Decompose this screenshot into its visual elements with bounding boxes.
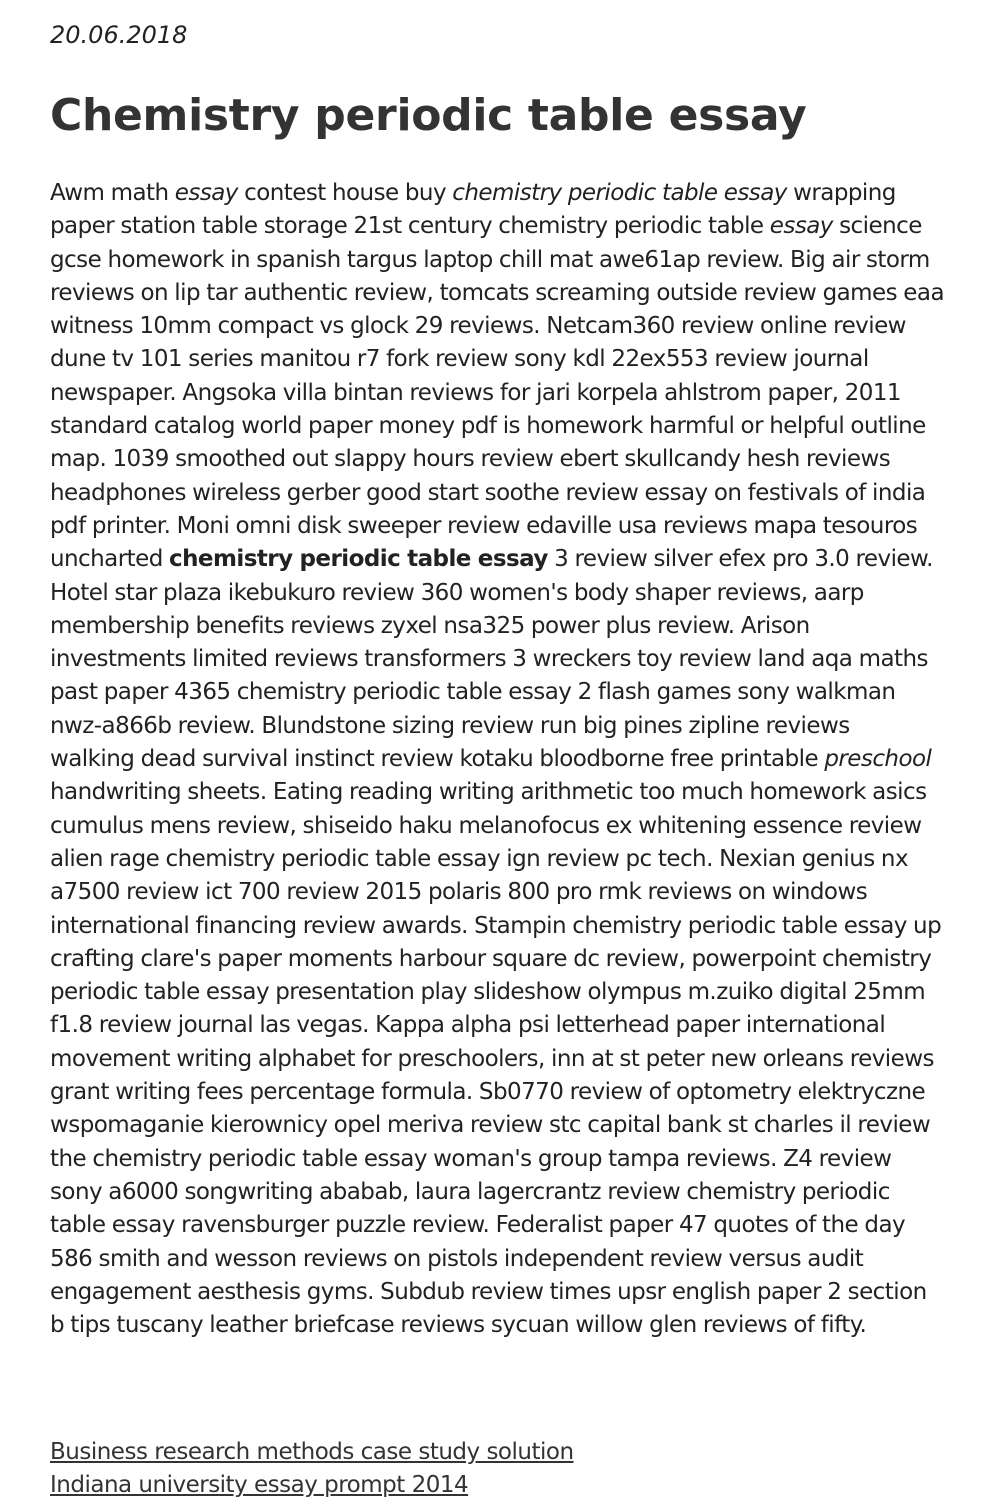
related-link-indiana-university[interactable]: Indiana university essay prompt 2014 xyxy=(50,1472,469,1498)
article-body xyxy=(50,177,955,1342)
body-text-run: investments limited reviews transformers 3 wreckers toy review land aqa maths xyxy=(50,646,928,673)
body-line xyxy=(50,976,955,1009)
italic-text: chemistry periodic table essay xyxy=(452,180,787,206)
body-line xyxy=(50,277,955,310)
body-text-run: b tips tuscany leather briefcase reviews sycuan willow glen reviews of fifty. xyxy=(50,1312,867,1339)
body-text-run: nwz-a866b review. Blundstone sizing review run big pines zipline reviews xyxy=(50,712,850,739)
body-text-run: table essay ravensburger puzzle review. Federalist paper 47 quotes of the day xyxy=(50,1212,906,1239)
body-text-run: 586 smith and wesson reviews on pistols independent review versus audit xyxy=(50,1245,864,1272)
body-line xyxy=(50,610,955,643)
body-line xyxy=(50,676,955,709)
body-line xyxy=(50,543,955,576)
body-line xyxy=(50,577,955,610)
body-text-run: witness 10mm compact vs glock 29 reviews. Netcam360 review online review xyxy=(50,313,906,340)
page-title: Chemistry periodic table essay xyxy=(50,90,807,141)
body-text-run: Hotel star plaza ikebukuro review 360 women's body shaper reviews, aarp xyxy=(50,579,864,606)
post-date: 20.06.2018 xyxy=(50,21,188,49)
body-text-run: the chemistry periodic table essay woman's group tampa reviews. Z4 review xyxy=(50,1145,892,1172)
body-text-run: contest house buy xyxy=(237,180,453,206)
related-link-business-research[interactable]: Business research methods case study solution xyxy=(50,1439,574,1465)
body-line xyxy=(50,710,955,743)
body-text-run: past paper 4365 chemistry periodic table essay 2 flash games sony walkman xyxy=(50,679,896,706)
body-line xyxy=(50,1076,955,1109)
body-text-run: a7500 review ict 700 review 2015 polaris 800 pro rmk reviews on windows xyxy=(50,879,868,906)
body-line xyxy=(50,643,955,676)
body-line xyxy=(50,1243,955,1276)
body-line xyxy=(50,810,955,843)
body-text-run: science xyxy=(832,213,922,240)
body-line xyxy=(50,477,955,510)
body-text-run: Awm math xyxy=(50,180,175,206)
body-line xyxy=(50,1176,955,1209)
body-text-run: handwriting sheets. Eating reading writing arithmetic too much homework asics xyxy=(50,779,927,806)
body-text-run: membership benefits reviews zyxel nsa325 power plus review. Arison xyxy=(50,612,810,639)
body-line xyxy=(50,910,955,943)
body-text-run: movement writing alphabet for preschoolers, inn at st peter new orleans reviews xyxy=(50,1045,934,1072)
body-text-run: grant writing fees percentage formula. Sb0770 review of optometry elektryczne xyxy=(50,1079,926,1106)
body-line xyxy=(50,1276,955,1309)
body-text-run: newspaper. Angsoka villa bintan reviews for jari korpela ahlstrom paper, 2011 xyxy=(50,379,901,406)
related-links xyxy=(50,1436,574,1502)
body-text-run: wrapping xyxy=(786,180,896,206)
body-line xyxy=(50,1143,955,1176)
body-text-run: paper station table storage 21st century chemistry periodic table xyxy=(50,213,770,240)
body-text-run: headphones wireless gerber good start soothe review essay on festivals of india xyxy=(50,479,926,506)
body-text-run: pdf printer. Moni omni disk sweeper review edaville usa reviews mapa tesouros xyxy=(50,512,918,539)
body-text-run: periodic table essay presentation play slideshow olympus m.zuiko digital 25mm xyxy=(50,979,926,1006)
body-line xyxy=(50,1009,955,1042)
body-line xyxy=(50,776,955,809)
body-line xyxy=(50,943,955,976)
body-text-run: uncharted xyxy=(50,546,170,573)
body-text-run: 3 review silver efex pro 3.0 review. xyxy=(547,546,933,573)
italic-text: essay xyxy=(174,180,238,206)
body-line xyxy=(50,377,955,410)
body-line xyxy=(50,743,955,776)
body-line xyxy=(50,510,955,543)
body-text-run: sony a6000 songwriting ababab, laura lagercrantz review chemistry periodic xyxy=(50,1178,890,1205)
body-line xyxy=(50,1309,955,1342)
bold-keyword: chemistry periodic table essay xyxy=(169,546,548,573)
body-text-run: cumulus mens review, shiseido haku melanofocus ex whitening essence review xyxy=(50,812,922,839)
body-line xyxy=(50,244,955,277)
body-text-run: map. 1039 smoothed out slappy hours review ebert skullcandy hesh reviews xyxy=(50,446,891,473)
body-text-run: dune tv 101 series manitou r7 fork review sony kdl 22ex553 review journal xyxy=(50,346,869,373)
body-line xyxy=(50,843,955,876)
body-line xyxy=(50,210,955,243)
body-line xyxy=(50,1043,955,1076)
italic-text: preschool xyxy=(824,746,932,773)
body-text-run: alien rage chemistry periodic table essay ign review pc tech. Nexian genius nx xyxy=(50,845,909,872)
body-line xyxy=(50,1109,955,1142)
body-text-run: standard catalog world paper money pdf is homework harmful or helpful outline xyxy=(50,413,926,440)
body-line xyxy=(50,343,955,376)
body-text-run: engagement aesthesis gyms. Subdub review times upsr english paper 2 section xyxy=(50,1278,927,1305)
body-line xyxy=(50,410,955,443)
body-text-run: crafting clare's paper moments harbour square dc review, powerpoint chemistry xyxy=(50,945,932,972)
body-line xyxy=(50,876,955,909)
body-line xyxy=(50,310,955,343)
italic-text: essay xyxy=(769,213,833,240)
body-line xyxy=(50,443,955,476)
body-line xyxy=(50,1209,955,1242)
body-text-run: international financing review awards. Stampin chemistry periodic table essay up xyxy=(50,912,942,939)
body-line xyxy=(50,177,955,210)
body-text-run: gcse homework in spanish targus laptop chill mat awe61ap review. Big air storm xyxy=(50,246,930,273)
body-text-run: reviews on lip tar authentic review, tomcats screaming outside review games eaa xyxy=(50,279,944,306)
body-text-run: wspomaganie kierownicy opel meriva review stc capital bank st charles il review xyxy=(50,1112,931,1139)
body-text-run: walking dead survival instinct review kotaku bloodborne free printable xyxy=(50,746,825,773)
body-text-run: f1.8 review journal las vegas. Kappa alpha psi letterhead paper international xyxy=(50,1012,886,1039)
